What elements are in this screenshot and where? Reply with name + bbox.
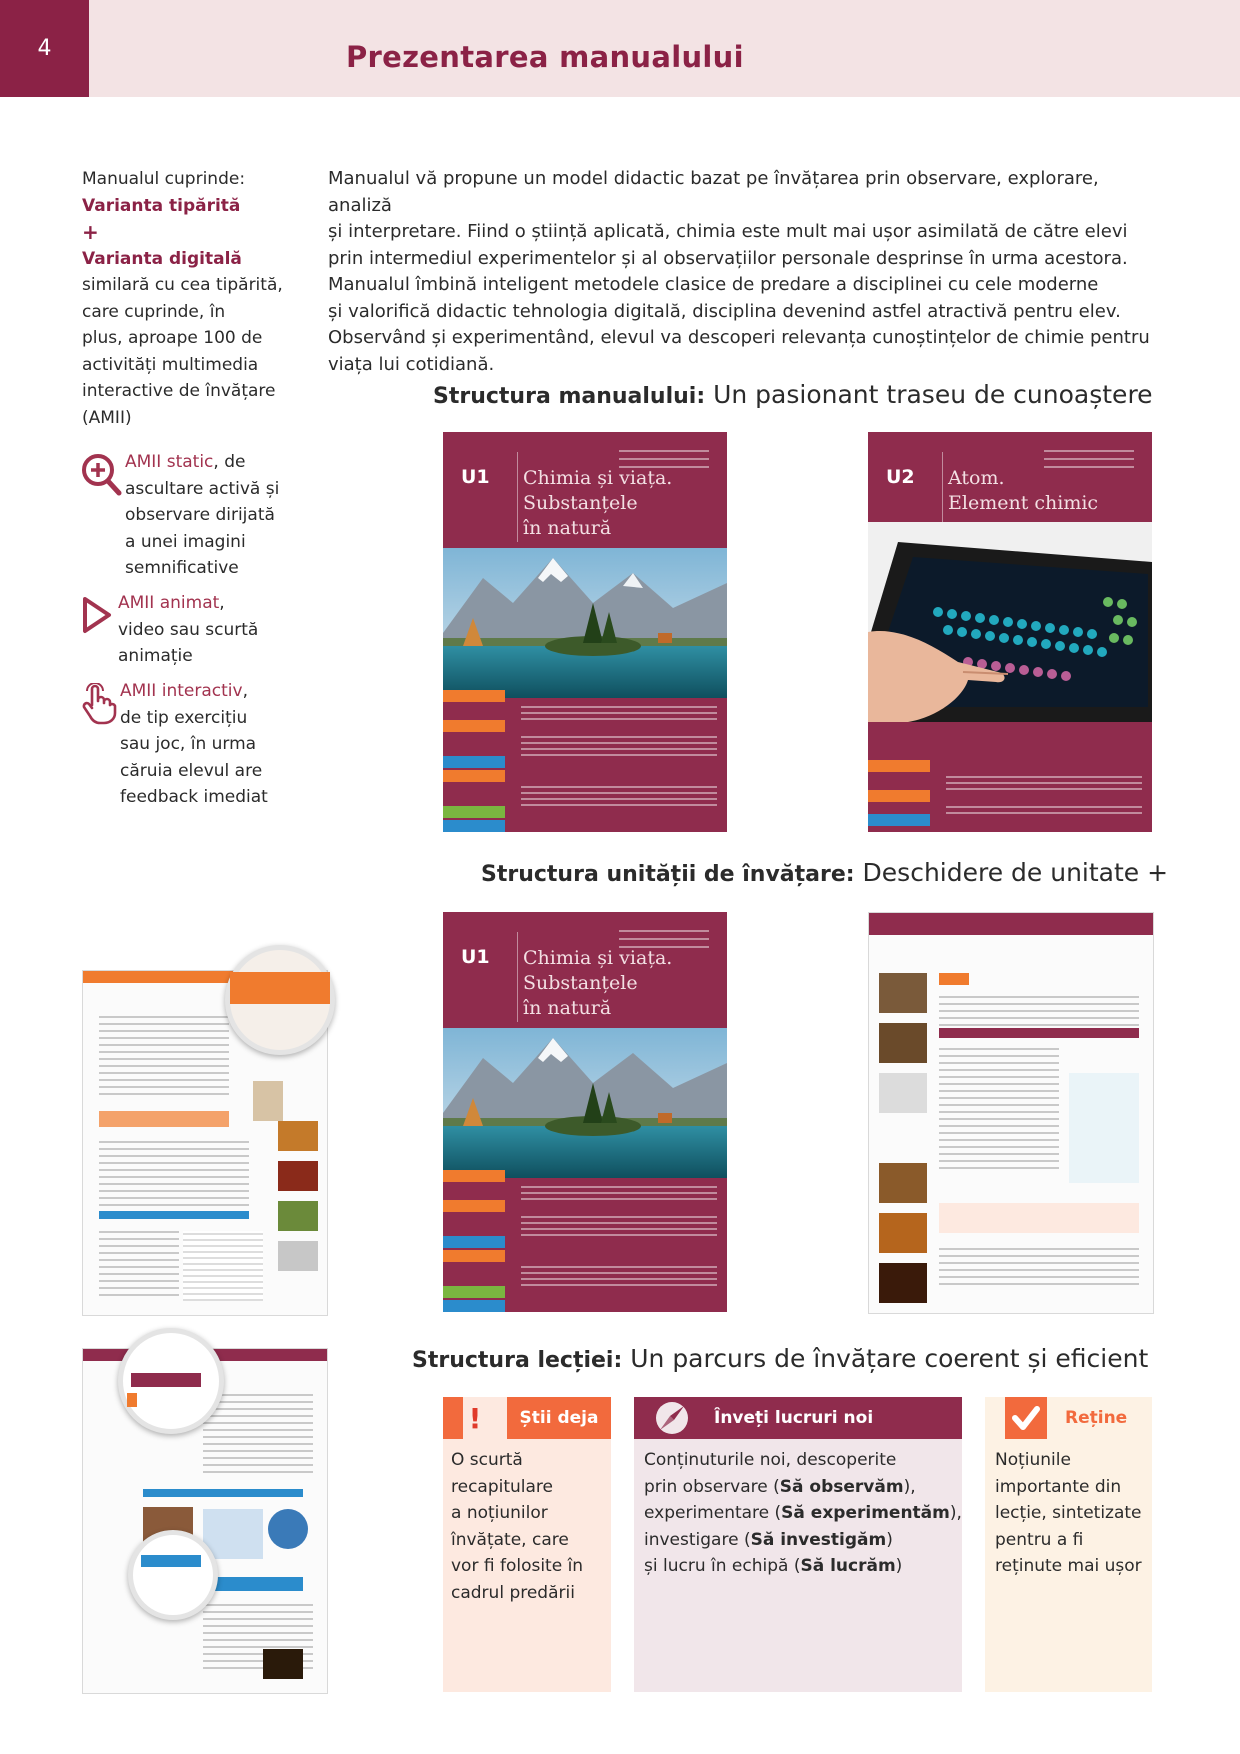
hand-pointer-icon: [80, 683, 118, 725]
amii-static-line: ascultare activă și: [125, 478, 280, 499]
sidebar-intro: Manualul cuprinde:: [82, 169, 246, 189]
method-observe: Să observăm: [779, 1476, 904, 1497]
amii-animated-line: animație: [118, 646, 193, 666]
unit-title-line: Atom.: [948, 467, 1005, 489]
amii-interactive-line: sau joc, în urma: [120, 734, 257, 754]
intro-line: Observând și experimentând, elevul va descoperi relevanța cunoștințelor de chimie pentru: [328, 327, 1150, 348]
box-label: Reține: [1065, 1408, 1128, 1428]
structure-unit-bold: Structura unității de învățare:: [481, 862, 855, 887]
method-investigate: Să investigăm: [750, 1529, 887, 1550]
unit-title-line: Element chimic: [948, 492, 1099, 514]
toc-area: [443, 690, 727, 832]
amii-interactive-label: AMII interactiv: [120, 681, 243, 701]
box-line: cadrul predării: [451, 1582, 575, 1603]
box-label: Știi deja: [507, 1397, 611, 1439]
amii-interactive-line: de tip exercițiu: [120, 707, 248, 728]
unit-title-line: în natură: [523, 997, 612, 1019]
digital-desc-line: activități multimedia: [82, 354, 259, 375]
digital-desc-line: care cuprinde, în: [82, 301, 226, 322]
structure-manual-rest: Un pasionant traseu de cunoaștere: [705, 380, 1153, 409]
tablet-periodic-table-image: [868, 522, 1152, 722]
box-line: lecție, sintetizate: [995, 1503, 1142, 1523]
digital-desc-line: similară cu cea tipărită,: [82, 275, 283, 295]
intro-line: și interpretare. Fiind o știință aplicată, chimia este mult mai ușor asimilată de către elevi: [328, 221, 1128, 242]
box-line: învățate, care: [451, 1529, 569, 1550]
amii-animated-line: video sau scurtă: [118, 619, 259, 640]
page-number: 4: [37, 36, 52, 61]
toc-area: [868, 760, 1152, 832]
unit-1-cover: [443, 432, 727, 832]
amii-animated-desc: [118, 590, 308, 670]
exclamation-icon: !: [463, 1397, 487, 1439]
zoom-circle: [225, 945, 335, 1055]
checkmark-icon: [1005, 1397, 1047, 1439]
structure-manual-bold: Structura manualului:: [433, 384, 706, 409]
digital-version-label: Varianta digitală: [82, 248, 242, 269]
intro-line: Manualul îmbină inteligent metodele clasice de predare a disciplinei cu cele moderne: [328, 274, 1099, 295]
structure-unit-rest: Deschidere de unitate +: [854, 858, 1169, 887]
box-text: [995, 1447, 1142, 1580]
amii-static-line: observare dirijată: [125, 505, 275, 525]
compass-icon: [652, 1400, 692, 1436]
divider: [517, 452, 518, 542]
amii-interactive-line: căruia elevul are: [120, 760, 263, 781]
box-line: O scurtă: [451, 1450, 523, 1470]
zoom-circle: [128, 1530, 218, 1620]
box-label: Înveți lucruri noi: [714, 1408, 874, 1428]
box-line: a noțiunilor: [451, 1503, 548, 1523]
box-line: importante din: [995, 1476, 1122, 1497]
digital-desc-line: interactive de învățare: [82, 381, 276, 401]
method-teamwork: Să lucrăm: [800, 1556, 896, 1576]
structure-lesson-bold: Structura lecției:: [412, 1348, 623, 1373]
method-experiment: Să experimentăm: [781, 1503, 950, 1523]
unit-title-line: Substanțele: [523, 492, 638, 514]
amii-animated-line: ,: [219, 593, 225, 613]
box-line: Noțiunile: [995, 1450, 1071, 1470]
amii-interactive-desc: [120, 678, 310, 811]
unit-title-line: Substanțele: [523, 972, 638, 994]
box-line: investigare (Să investigăm): [644, 1529, 893, 1550]
unit-title-line: în natură: [523, 517, 612, 539]
amii-static-label: AMII static: [125, 452, 214, 472]
box-text: [644, 1447, 962, 1580]
intro-line: Manualul vă propune un model didactic bazat pe învățarea prin observare, explorare, analiză: [328, 168, 1099, 216]
box-stii-deja: [443, 1397, 611, 1692]
unit-code: U1: [461, 466, 490, 488]
page-title: Prezentarea manualului: [346, 40, 744, 74]
box-inveti-lucruri-noi: [634, 1397, 962, 1692]
box-text: [451, 1447, 583, 1606]
unit-title: [523, 466, 672, 541]
box-line: Conținuturile noi, descoperite: [644, 1450, 897, 1470]
unit-opening-cover: [443, 912, 727, 1312]
box-line: prin observare (Să observăm),: [644, 1476, 916, 1497]
box-line: și lucru în echipă (Să lucrăm): [644, 1556, 903, 1576]
unit-title-line: Chimia și viața.: [523, 467, 673, 489]
unit-code: U2: [886, 466, 915, 488]
amii-interactive-line: feedback imediat: [120, 787, 268, 807]
lesson-page-thumbnail: [868, 912, 1154, 1314]
sidebar-summary: [82, 166, 302, 431]
lake-mountain-image: [443, 548, 727, 698]
unit-title-line: Chimia și viața.: [523, 947, 673, 969]
plus-sign: +: [82, 220, 99, 244]
amii-interactive-line: ,: [242, 681, 248, 701]
box-line: experimentare (Să experimentăm),: [644, 1503, 962, 1523]
printed-version-label: Varianta tipărită: [82, 195, 241, 216]
unit-code: U1: [461, 946, 490, 968]
unit-title: [948, 466, 1098, 516]
unit-title: [523, 946, 672, 1021]
box-retine: [985, 1397, 1152, 1692]
amii-static-line: semnificative: [125, 558, 239, 578]
box-line: reținute mai ușor: [995, 1556, 1142, 1576]
magnifier-plus-icon: [80, 452, 122, 496]
box-line: pentru a fi: [995, 1529, 1084, 1550]
zoom-circle: [118, 1328, 224, 1434]
toc-area: [443, 1170, 727, 1312]
play-icon: [82, 596, 112, 634]
amii-animated-label: AMII animat: [118, 593, 220, 613]
unit-2-cover: [868, 432, 1152, 832]
structure-lesson-rest: Un parcurs de învățare coerent și eficient: [622, 1344, 1149, 1373]
lake-mountain-image: [443, 1028, 727, 1178]
intro-line: și valorifică didactic tehnologia digitală, disciplina devenind astfel atractivă pentru elev.: [328, 300, 1121, 322]
digital-desc-line: (AMII): [82, 407, 132, 428]
amii-static-line: a unei imagini: [125, 531, 246, 552]
box-line: recapitulare: [451, 1476, 554, 1497]
intro-line: viața lui cotidiană.: [328, 353, 495, 375]
intro-line: prin intermediul experimentelor și al observațiilor personale desprinse în urma acestora.: [328, 247, 1128, 269]
divider: [517, 932, 518, 1022]
intro-paragraph: [328, 166, 1154, 378]
amii-static-desc: [125, 449, 315, 582]
structure-lesson-heading: [412, 1344, 1148, 1373]
digital-desc-line: plus, aproape 100 de: [82, 328, 263, 348]
structure-unit-heading: [481, 858, 1168, 887]
amii-static-line: , de: [213, 452, 246, 472]
box-line: vor fi folosite în: [451, 1556, 584, 1576]
structure-manual-heading: [433, 380, 1153, 409]
